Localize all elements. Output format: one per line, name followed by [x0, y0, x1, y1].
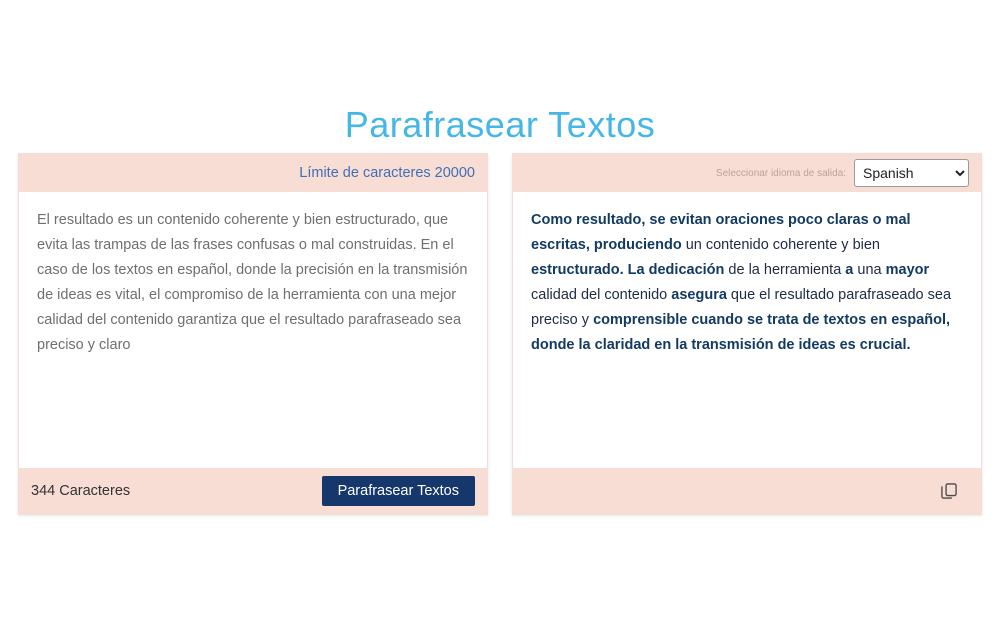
panels-container: [18, 153, 982, 515]
paraphrased-text: Como resultado, se evitan oraciones poco claras o mal escritas, produciendo un contenido coherente y bien estructurado. La dedicación de la herramienta a una mayor calidad del contenido asegura que el resultado parafraseado sea preciso y comprensible cuando se trata de textos en español, donde la claridad en la transmisión de ideas es crucial.: [531, 212, 952, 353]
output-panel: [512, 153, 982, 515]
source-text[interactable]: El resultado es un contenido coherente y bien estructurado, que evita las trampas de las frases confusas o mal construidas. En el caso de los textos en español, donde la precisión en la transmisión de ideas es vital, el compromiso de la herramienta con una mejor calidad del contenido garantiza que el resultado parafraseado sea preciso y claro: [37, 212, 468, 353]
output-panel-body[interactable]: [513, 192, 981, 468]
input-panel-header: [19, 154, 487, 192]
input-panel: [18, 153, 488, 515]
character-count: 344 Caracteres: [31, 483, 131, 499]
page-title: Parafrasear Textos: [344, 104, 656, 145]
input-panel-footer: [19, 468, 487, 514]
paraphrase-button[interactable]: Parafrasear Textos: [322, 476, 475, 507]
input-panel-body[interactable]: [19, 192, 487, 468]
output-language-label: Seleccionar idioma de salida:: [715, 167, 846, 179]
character-limit-label: Límite de caracteres 20000: [299, 165, 475, 181]
output-panel-footer: [513, 468, 981, 514]
output-language-select[interactable]: [854, 159, 969, 187]
output-panel-header: [513, 154, 981, 192]
copy-icon[interactable]: [939, 481, 959, 501]
